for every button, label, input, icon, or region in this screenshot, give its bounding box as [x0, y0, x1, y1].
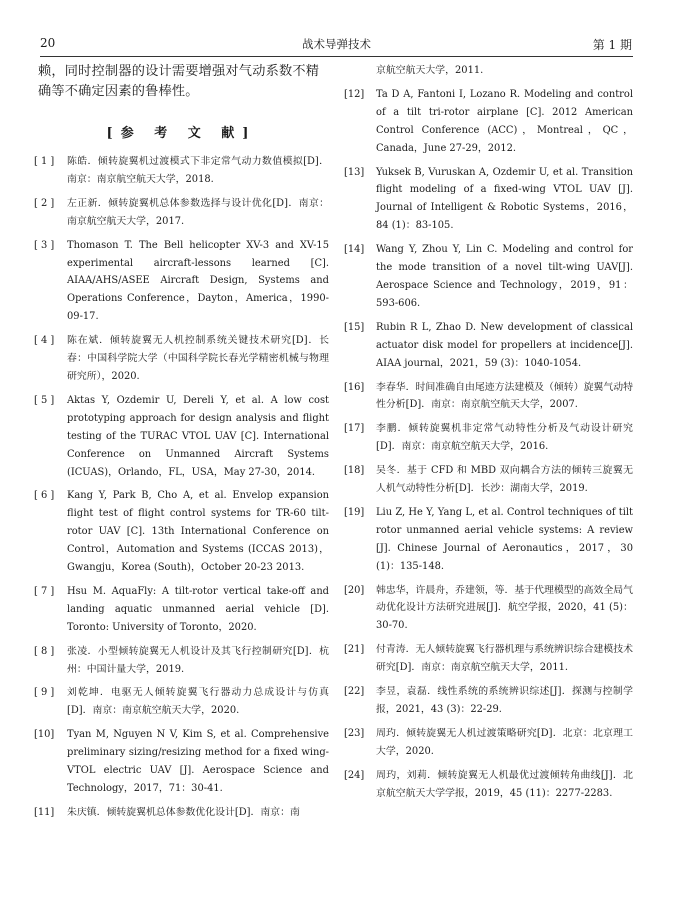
reference-item — [344, 582, 633, 636]
reference-text: 张凌．小型倾转旋翼无人机设计及其飞行控制研究[D]．杭州：中国计量大学，2019. — [67, 645, 329, 675]
reference-number: [24] — [344, 769, 365, 781]
reference-number: [22] — [344, 686, 365, 698]
reference-text: 左正新．倾转旋翼机总体参数选择与设计优化[D]．南京：南京航空航天大学，2017. — [67, 197, 329, 227]
reference-item — [34, 332, 329, 386]
reference-item — [344, 319, 633, 373]
reference-text: Rubin R L, Zhao D. New development of classical actuator disk model for propellers at incidence[J]. AIAA journal，2021，59 (3)：1040-1054. — [376, 321, 633, 369]
reference-text: Wang Y, Zhou Y, Lin C. Modeling and control for the mode transition of a novel tilt-wing UAV[J]. Aerospace Science and Technology，2019，91：593-606. — [376, 244, 633, 309]
reference-item — [344, 164, 633, 236]
reference-text: Thomason T. The Bell helicopter XV-3 and XV-15 experimental aircraft-lessons learned [C]. AIAA/AHS/ASEE Aircraft Design, Systems and Operations Conference，Dayton，America，1990-09-17. — [67, 239, 329, 323]
reference-text: Kang Y, Park B, Cho A, et al. Envelop expansion flight test of flight control systems for TR-60 tilt-rotor UAV [C]. 13th International Conference on Control，Automation and Systems (ICCAS 2013)，Gwangju，Korea (South)，October 20-23 2013. — [67, 490, 329, 574]
reference-text: Liu Z, He Y, Yang L, et al. Control techniques of tilt rotor unmanned aerial vehicle systems: A review [J]. Chinese Journal of Aeronautics，2017，30 (1)：135-148. — [376, 506, 633, 572]
reference-text: Yuksek B, Vuruskan A, Ozdemir U, et al. Transition flight modeling of a fixed-wing VTOL UAV [J]. Journal of Intelligent & Robotic Systems，2016，84 (1)：83-105. — [376, 166, 633, 232]
reference-item — [344, 641, 633, 677]
reference-item — [344, 241, 633, 313]
reference-text: Aktas Y, Ozdemir U, Dereli Y, et al. A low cost prototyping approach for design analysis and flight testing of the TURAC VTOL UAV [C]. International Conference on Unmanned Aircraft Systems (ICUAS)，Orlando，FL，USA，May 27-30，2014. — [67, 394, 329, 478]
reference-item — [34, 726, 329, 798]
reference-item — [34, 237, 329, 327]
body-paragraph: 赖，同时控制器的设计需要增强对气动系数不精确等不确定因素的鲁棒性。 — [38, 64, 320, 99]
header-rule — [40, 56, 633, 57]
reference-text: 李春华．时间准确自由尾迹方法建模及（倾转）旋翼气动特性分析[D]．南京：南京航空航天大学，2007. — [376, 381, 633, 411]
journal-title: 战术导弹技术 — [302, 37, 371, 51]
reference-number: [19] — [344, 506, 365, 518]
reference-text: 吴冬．基于 CFD 和 MBD 双向耦合方法的倾转三旋翼无人机气动特性分析[D]．长沙：湖南大学，2019. — [376, 465, 633, 495]
reference-text: Tyan M, Nguyen N V, Kim S, et al. Comprehensive preliminary sizing/resizing method for a fixed wing-VTOL electric UAV [J]. Aerospace Science and Technology，2017，71：30-41. — [67, 729, 329, 794]
reference-continuation: 京航空航天大学，2011. — [376, 65, 484, 76]
reference-text: Ta D A, Fantoni I, Lozano R. Modeling and control of a tilt tri-rotor airplane [C]. 2012 American Control Conference (ACC)，Montreal，QC，Canada，June 27-29，2012. — [376, 88, 633, 154]
reference-item — [344, 462, 633, 498]
reference-item — [344, 86, 633, 158]
reference-number: [ 1 ] — [34, 156, 55, 167]
reference-item — [34, 195, 329, 231]
reference-number: [18] — [344, 465, 365, 477]
reference-text: 刘乾坤．电驱无人倾转旋翼飞行器动力总成设计与仿真[D]．南京：南京航空航天大学，2020. — [67, 687, 329, 717]
reference-number: [14] — [344, 244, 365, 256]
reference-number: [16] — [344, 381, 365, 393]
reference-text: 周玓，刘莉．倾转旋翼无人机最优过渡倾转角曲线[J]．北京航空航天大学学报，2019，45 (11)：2277-2283. — [376, 769, 633, 799]
reference-number: [13] — [344, 166, 365, 178]
reference-number: [ 6 ] — [34, 490, 55, 502]
reference-number: [ 2 ] — [34, 197, 55, 209]
reference-number: [ 8 ] — [34, 645, 55, 657]
reference-number: [21] — [344, 644, 365, 656]
reference-text: 韩忠华，许晨舟，乔建领，等．基于代理模型的高效全局气动优化设计方法研究进展[J]．航空学报，2020，41 (5)：30-70. — [376, 584, 633, 632]
reference-item — [344, 379, 633, 415]
reference-number: [ 9 ] — [34, 687, 55, 699]
reference-item — [344, 683, 633, 719]
reference-item — [344, 767, 633, 803]
page-number: 20 — [40, 36, 56, 50]
reference-text: 李鹏．倾转旋翼机非定常气动特性分析及气动设计研究[D]．南京：南京航空航天大学，2016. — [376, 423, 633, 453]
reference-item — [34, 153, 329, 189]
reference-item — [34, 487, 329, 577]
reference-text: 李昱，袁磊．线性系统的系统辨识综述[J]．探测与控制学报，2021，43 (3)：22-29. — [376, 686, 633, 715]
reference-item — [34, 583, 329, 637]
reference-text: Hsu M. AquaFly: A tilt-rotor vertical take-off and landing aquatic unmanned aerial vehicle [D]. Toronto: University of Toronto，2020. — [67, 585, 329, 633]
reference-number: [12] — [344, 88, 365, 100]
references-list-left — [34, 153, 329, 822]
reference-number: [ 5 ] — [34, 394, 55, 406]
reference-item — [34, 684, 329, 720]
reference-number: [17] — [344, 423, 365, 435]
reference-number: [15] — [344, 321, 365, 333]
reference-item — [34, 643, 329, 679]
reference-number: [20] — [344, 584, 365, 596]
reference-text: 陈皓．倾转旋翼机过渡模式下非定常气动力数值模拟[D]．南京：南京航空航天大学，2018. — [67, 156, 329, 185]
reference-text: 付青涛．无人倾转旋翼飞行器机理与系统辨识综合建模技术研究[D]．南京：南京航空航天大学，2011. — [376, 644, 633, 674]
right-column — [344, 62, 633, 809]
reference-item — [34, 804, 329, 822]
references-heading: [参 考 文 献] — [106, 126, 257, 141]
reference-item — [344, 504, 633, 576]
reference-item — [344, 420, 633, 456]
reference-text: 陈在斌．倾转旋翼无人机控制系统关键技术研究[D]．长春：中国科学院大学（中国科学院长春光学精密机械与物理研究所），2020. — [67, 335, 329, 382]
reference-number: [10] — [34, 729, 55, 741]
reference-number: [11] — [34, 806, 55, 818]
reference-text: 周玓．倾转旋翼无人机过渡策略研究[D]．北京：北京理工大学，2020. — [376, 727, 633, 757]
reference-item — [34, 392, 329, 482]
reference-number: [ 3 ] — [34, 239, 55, 251]
reference-number: [23] — [344, 727, 365, 739]
reference-number: [ 7 ] — [34, 585, 55, 597]
reference-item — [344, 725, 633, 761]
issue-label: 第 1 期 — [592, 38, 632, 52]
references-list-right — [344, 86, 633, 803]
reference-text: 朱庆镇．倾转旋翼机总体参数优化设计[D]．南京：南 — [67, 806, 300, 818]
reference-number: [ 4 ] — [34, 335, 55, 347]
left-column — [34, 62, 329, 828]
